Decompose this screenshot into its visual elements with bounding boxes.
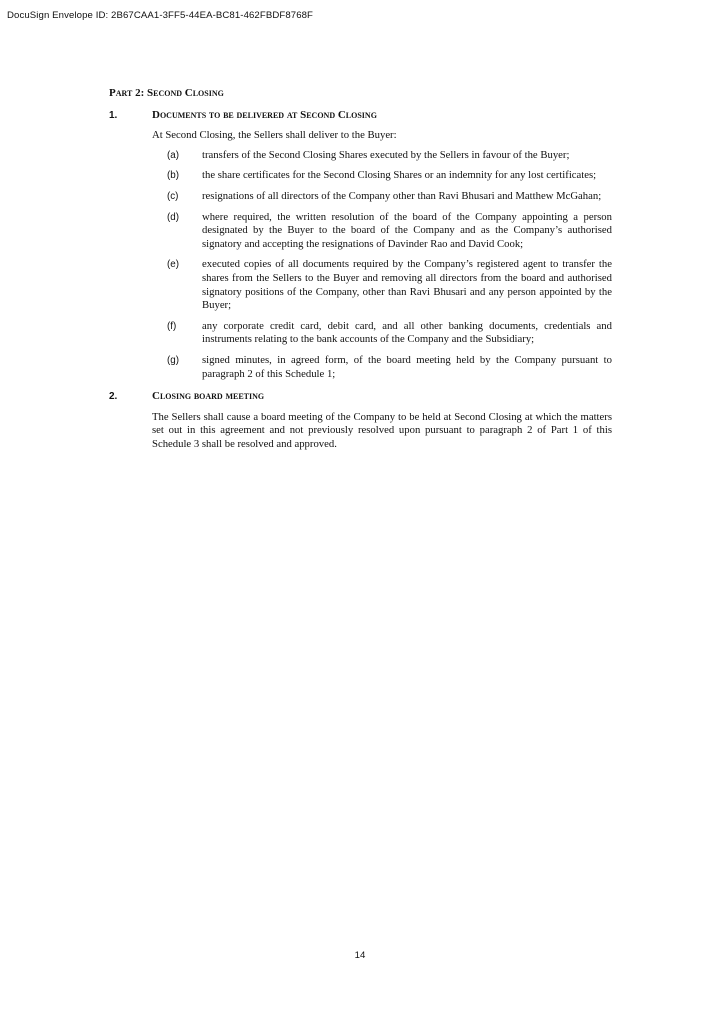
item-label: (f): [167, 320, 177, 332]
list-item-c: [109, 190, 612, 204]
page-number: 14: [354, 950, 366, 961]
section-title: Closing board meeting: [152, 390, 265, 403]
section-intro: At Second Closing, the Sellers shall deliver to the Buyer:: [152, 129, 397, 142]
section-number: 1.: [109, 109, 118, 121]
list-item-e: [109, 258, 612, 312]
item-text: signed minutes, in agreed form, of the board meeting held by the Company pursuant to paragraph 2 of this Schedule 1;: [202, 353, 612, 380]
section-1: [109, 109, 612, 382]
item-text: resignations of all directors of the Company other than Ravi Bhusari and Matthew McGahan;: [202, 189, 602, 202]
item-label: (c): [167, 190, 179, 202]
envelope-id: DocuSign Envelope ID: 2B67CAA1-3FF5-44EA-BC81-462FBDF8768F: [7, 10, 314, 21]
document-body: [109, 87, 612, 451]
section-paragraph: The Sellers shall cause a board meeting of the Company to be held at Second Closing at which the matters set out in this agreement and not previously resolved upon pursuant to paragraph 2 of Part 1 of this Schedule 3 shall be resolved and approved.: [152, 410, 612, 450]
item-label: (d): [167, 211, 179, 223]
list-item-d: [109, 211, 612, 252]
section-2: [109, 390, 612, 451]
item-text: executed copies of all documents required by the Company’s registered agent to transfer the shares from the Sellers to the Buyer and removing all directors from the board and authorised signatory positions of the Company, other than Ravi Bhusari and any person appointed by the Buyer;: [202, 258, 612, 312]
section-title: Documents to be delivered at Second Closing: [152, 108, 377, 121]
item-text: transfers of the Second Closing Shares executed by the Sellers in favour of the Buyer;: [202, 148, 570, 161]
list-item-a: [109, 149, 612, 163]
list-item-g: [109, 354, 612, 381]
section-number: 2.: [109, 391, 118, 403]
list-item-b: [109, 169, 612, 183]
item-text: any corporate credit card, debit card, and all other banking documents, credentials and instruments relating to the bank accounts of the Company and the Subsidiary;: [202, 319, 612, 346]
item-label: (e): [167, 259, 179, 271]
item-label: (a): [167, 149, 179, 161]
item-label: (g): [167, 354, 179, 366]
item-text: where required, the written resolution of the board of the Company appointing a person designated by the Buyer to the board of the Company and as the Company’s authorised signatory and accepting the resignations of Davinder Rao and David Cook;: [202, 210, 612, 250]
item-label: (b): [167, 170, 179, 182]
part-title: Part 2: Second Closing: [109, 87, 224, 99]
list-item-f: [109, 320, 612, 347]
item-text: the share certificates for the Second Closing Shares or an indemnity for any lost certificates;: [202, 169, 597, 182]
